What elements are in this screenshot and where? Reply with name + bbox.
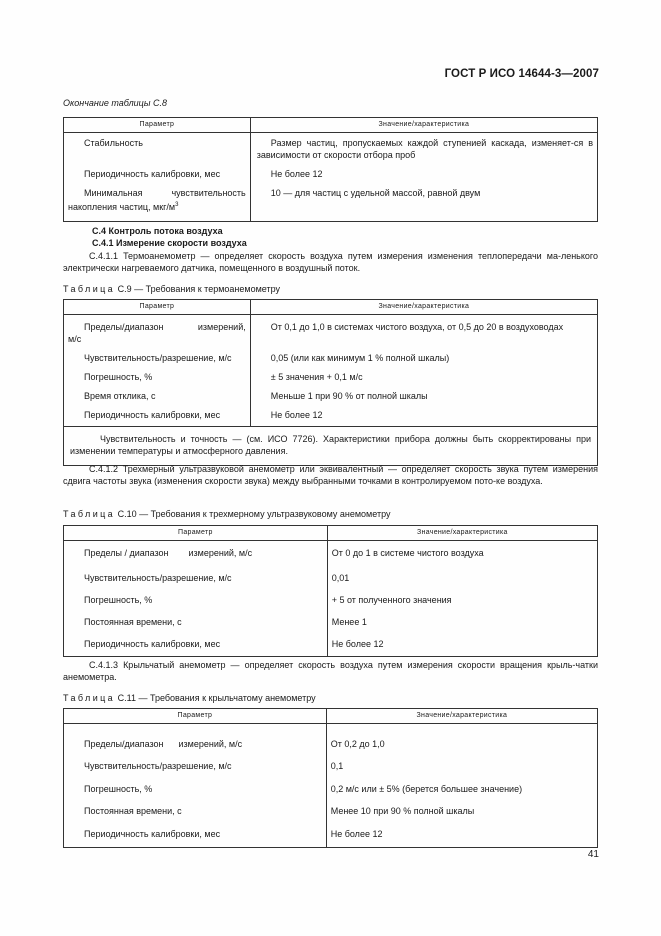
paragraph-c411: С.4.1.1 Термоанемометр — определяет скорость воздуха путем измерения изменения теплопередачи ма-ленького электрически нагреваемого датчика, помещенного в воздушный поток.	[63, 251, 598, 273]
table-c10	[63, 525, 598, 657]
table-cell-param: Погрешность, %	[64, 366, 251, 385]
table-c8-header-param: Параметр	[64, 118, 251, 133]
table-cell-value: От 0,1 до 1,0 в системах чистого воздуха, от 0,5 до 20 в воздуховодах	[250, 315, 597, 348]
table-cell-value: Менее 10 при 90 % полной шкалы	[326, 797, 597, 819]
table-row	[64, 315, 598, 348]
table-cell-param: Постоянная времени, с	[64, 608, 328, 630]
table-cell-param: Стабильность	[64, 133, 251, 164]
table-note: Чувствительность и точность — (см. ИСО 7726). Характеристики прибора должны быть скорректированы при изменении температуры и атмосферного давления.	[64, 427, 598, 466]
table-c8-header-value: Значение/характеристика	[250, 118, 597, 133]
table-row	[64, 163, 598, 182]
table-cell-param: Погрешность, %	[64, 586, 328, 608]
table-c11-header-value: Значение/характеристика	[326, 709, 597, 724]
table-cell-param: Чувствительность/разрешение, м/с	[64, 563, 328, 586]
table-row	[64, 586, 598, 608]
table-cell-value: От 0,2 до 1,0	[326, 724, 597, 755]
table-cell-param: Время отклика, с	[64, 385, 251, 404]
table-c10-caption: Таблица С.10 — Требования к трехмерному ультразвуковому анемометру	[63, 509, 391, 519]
table-row	[64, 563, 598, 586]
table-cell-value: Не более 12	[327, 630, 597, 657]
table-c9	[63, 299, 598, 466]
table-c9-header-value: Значение/характеристика	[250, 300, 597, 315]
table-row	[64, 404, 598, 427]
table-cell-param: Постоянная времени, с	[64, 797, 327, 819]
table-cell-param: Периодичность калибровки, мес	[64, 630, 328, 657]
table-cell-param: Пределы/диапазон измерений, м/с	[64, 724, 327, 755]
table-row	[64, 133, 598, 164]
table-note-row	[64, 427, 598, 466]
table-row	[64, 182, 598, 222]
paragraph-c412: С.4.1.2 Трехмерный ультразвуковой анемометр или эквивалентный — определяет скорость звука путем измерения сдвига частоты звука (изменения скорости звука) между выбранными точками в контролируемом пото-ке воздуха.	[63, 464, 598, 486]
table-c11-caption: Таблица С.11 — Требования к крыльчатому анемометру	[63, 693, 316, 703]
table-cell-value: Не более 12	[250, 404, 597, 427]
table-row	[64, 385, 598, 404]
table-cell-value: 0,1	[326, 754, 597, 774]
table-c8-caption: Окончание таблицы С.8	[63, 98, 167, 108]
document-code: ГОСТ Р ИСО 14644-3—2007	[444, 68, 599, 80]
table-cell-param: Пределы/диапазон измерений, м/с	[64, 315, 251, 348]
table-cell-value: Не более 12	[326, 819, 597, 848]
table-c10-header-value: Значение/характеристика	[327, 526, 597, 541]
table-c8	[63, 117, 598, 222]
table-cell-value: 0,2 м/с или ± 5% (берется большее значение)	[326, 774, 597, 797]
table-row	[64, 630, 598, 657]
section-title: С.4 Контроль потока воздуха	[92, 226, 223, 236]
table-cell-value: Меньше 1 при 90 % от полной шкалы	[250, 385, 597, 404]
table-row	[64, 541, 598, 564]
paragraph-c413: С.4.1.3 Крыльчатый анемометр — определяет скорость воздуха путем измерения скорости вращения крыль-чатки анемометра.	[63, 660, 598, 682]
table-cell-value: 10 — для частиц с удельной массой, равной двум	[250, 182, 597, 222]
table-cell-value: Менее 1	[327, 608, 597, 630]
table-row	[64, 819, 598, 848]
table-cell-param: Чувствительность/разрешение, м/с	[64, 754, 327, 774]
table-row	[64, 724, 598, 755]
table-row	[64, 754, 598, 774]
table-cell-param: Периодичность калибровки, мес	[64, 163, 251, 182]
table-c11	[63, 708, 598, 848]
table-row	[64, 347, 598, 366]
table-cell-value: ± 5 значения + 0,1 м/с	[250, 366, 597, 385]
table-cell-value: Размер частиц, пропускаемых каждой ступенией каскада, изменяет-ся в зависимости от скорости отбора проб	[250, 133, 597, 164]
table-cell-value: От 0 до 1 в системе чистого воздуха	[327, 541, 597, 564]
table-c10-header-param: Параметр	[64, 526, 328, 541]
table-cell-param: Чувствительность/разрешение, м/с	[64, 347, 251, 366]
table-cell-param: Пределы / диапазон измерений, м/с	[64, 541, 328, 564]
page-number: 41	[587, 849, 599, 860]
table-c11-header-param: Параметр	[64, 709, 327, 724]
table-cell-value: 0,01	[327, 563, 597, 586]
table-row	[64, 608, 598, 630]
table-cell-value: + 5 от полученного значения	[327, 586, 597, 608]
table-row	[64, 774, 598, 797]
table-cell-param: Погрешность, %	[64, 774, 327, 797]
table-c9-caption: Таблица С.9 — Требования к термоанемометру	[63, 284, 280, 294]
table-row	[64, 797, 598, 819]
table-cell-param: Периодичность калибровки, мес	[64, 404, 251, 427]
table-cell-value: 0,05 (или как минимум 1 % полной шкалы)	[250, 347, 597, 366]
table-row	[64, 366, 598, 385]
table-cell-value: Не более 12	[250, 163, 597, 182]
table-c9-header-param: Параметр	[64, 300, 251, 315]
table-cell-param: Минимальная чувствительность накопления частиц, мкг/$м^3$	[64, 182, 251, 222]
subsection-title: С.4.1 Измерение скорости воздуха	[92, 238, 247, 248]
table-cell-param: Периодичность калибровки, мес	[64, 819, 327, 848]
